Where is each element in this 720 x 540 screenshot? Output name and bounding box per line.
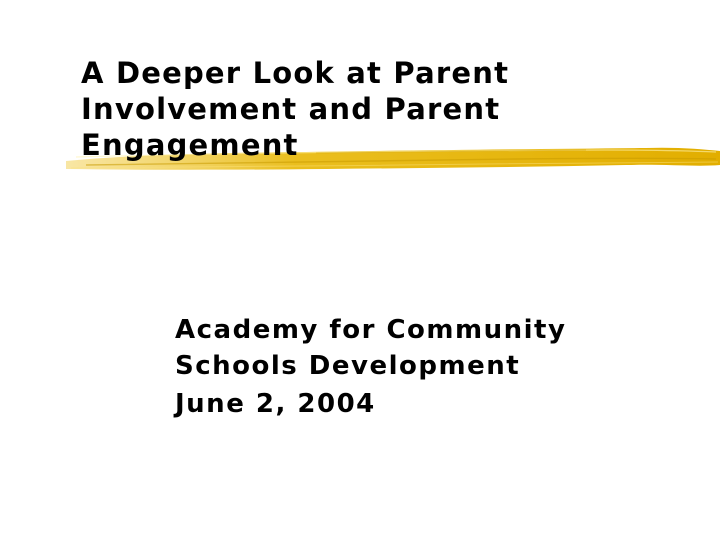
slide-title-line: Engagement (81, 128, 299, 162)
slide-title-line: Involvement and Parent (81, 92, 501, 126)
slide-subtitle (175, 312, 675, 422)
presentation-date: June 2, 2004 (175, 389, 376, 419)
organization-name-line: Schools Development (175, 351, 521, 381)
slide-title-line: A Deeper Look at Parent (81, 56, 510, 90)
slide-title (81, 55, 601, 163)
organization-name-line: Academy for Community (175, 315, 567, 345)
